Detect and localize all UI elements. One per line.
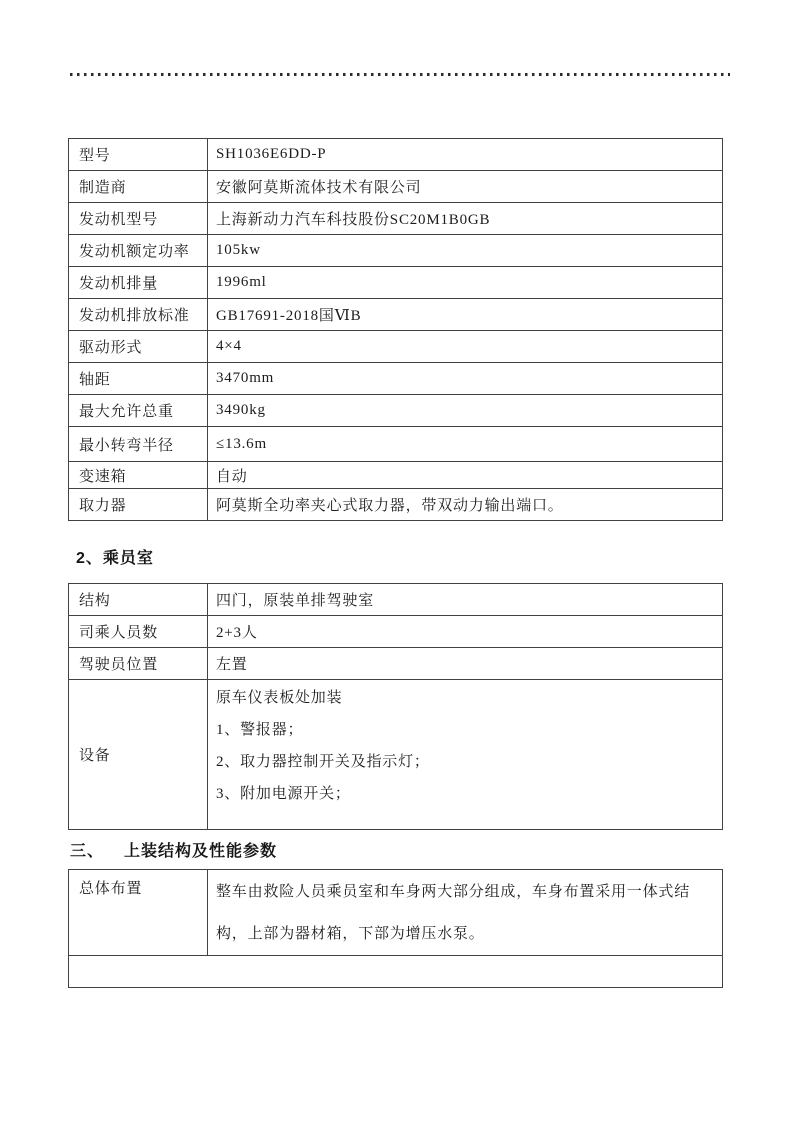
spec-label: 发动机排放标准 <box>69 299 208 331</box>
spec-label: 司乘人员数 <box>69 616 208 648</box>
table-row <box>69 584 723 616</box>
section-heading-crew-cabin: 2、乘员室 <box>76 550 154 567</box>
equipment-line: 原车仪表板处加装 <box>216 690 343 706</box>
equipment-line: 2、取力器控制开关及指示灯； <box>216 754 430 770</box>
table-row <box>69 616 723 648</box>
spec-label: 发动机排量 <box>69 267 208 299</box>
equipment-line: 1、警报器； <box>216 722 304 738</box>
spec-value: 阿莫斯全功率夹心式取力器，带双动力输出端口。 <box>208 489 723 521</box>
dotted-separator-line <box>70 73 730 76</box>
spec-value-equipment-list <box>208 680 723 830</box>
spec-value: 四门，原装单排驾驶室 <box>208 584 723 616</box>
spec-label: 取力器 <box>69 489 208 521</box>
spec-value: 3470mm <box>208 363 723 395</box>
spec-label: 设备 <box>69 680 208 830</box>
spec-value: 105kw <box>208 235 723 267</box>
spec-label: 最小转弯半径 <box>69 427 208 462</box>
spec-label: 结构 <box>69 584 208 616</box>
section-title: 上装结构及性能参数 <box>124 843 278 860</box>
table-row-equipment <box>69 680 723 830</box>
crew-cabin-table <box>68 583 723 830</box>
spec-value: 2+3人 <box>208 616 723 648</box>
spec-label: 总体布置 <box>69 870 208 956</box>
table-row-empty <box>69 956 723 988</box>
spec-value: 3490kg <box>208 395 723 427</box>
spec-label: 驾驶员位置 <box>69 648 208 680</box>
spec-label: 轴距 <box>69 363 208 395</box>
table-row <box>69 870 723 956</box>
table-row <box>69 139 723 171</box>
section-heading-superstructure <box>70 842 277 862</box>
superstructure-table <box>68 869 723 988</box>
chassis-spec-table <box>68 138 723 521</box>
spec-value: 1996ml <box>208 267 723 299</box>
spec-label: 型号 <box>69 139 208 171</box>
spec-label: 变速箱 <box>69 462 208 489</box>
table-row <box>69 267 723 299</box>
table-row <box>69 203 723 235</box>
spec-value: 自动 <box>208 462 723 489</box>
spec-value: 安徽阿莫斯流体技术有限公司 <box>208 171 723 203</box>
table-row <box>69 648 723 680</box>
table-row <box>69 299 723 331</box>
table-row <box>69 331 723 363</box>
spec-value: 左置 <box>208 648 723 680</box>
spec-label: 最大允许总重 <box>69 395 208 427</box>
spec-label: 发动机额定功率 <box>69 235 208 267</box>
spec-value: SH1036E6DD-P <box>208 139 723 171</box>
spec-value: 上海新动力汽车科技股份SC20M1B0GB <box>208 203 723 235</box>
table-row <box>69 462 723 489</box>
equipment-line: 3、附加电源开关； <box>216 786 351 802</box>
section-number: 三、 <box>70 843 105 860</box>
spec-label: 发动机型号 <box>69 203 208 235</box>
table-row <box>69 235 723 267</box>
spec-value: 整车由救险人员乘员室和车身两大部分组成，车身布置采用一体式结构，上部为器材箱，下部为增压水泵。 <box>208 870 723 956</box>
table-row <box>69 171 723 203</box>
table-row <box>69 395 723 427</box>
table-row <box>69 489 723 521</box>
spec-value: GB17691-2018国ⅥB <box>208 299 723 331</box>
spec-label: 制造商 <box>69 171 208 203</box>
spec-value: ≤13.6m <box>208 427 723 462</box>
spec-value: 4×4 <box>208 331 723 363</box>
table-row <box>69 427 723 462</box>
spec-label: 驱动形式 <box>69 331 208 363</box>
table-row <box>69 363 723 395</box>
empty-cell <box>69 956 723 988</box>
